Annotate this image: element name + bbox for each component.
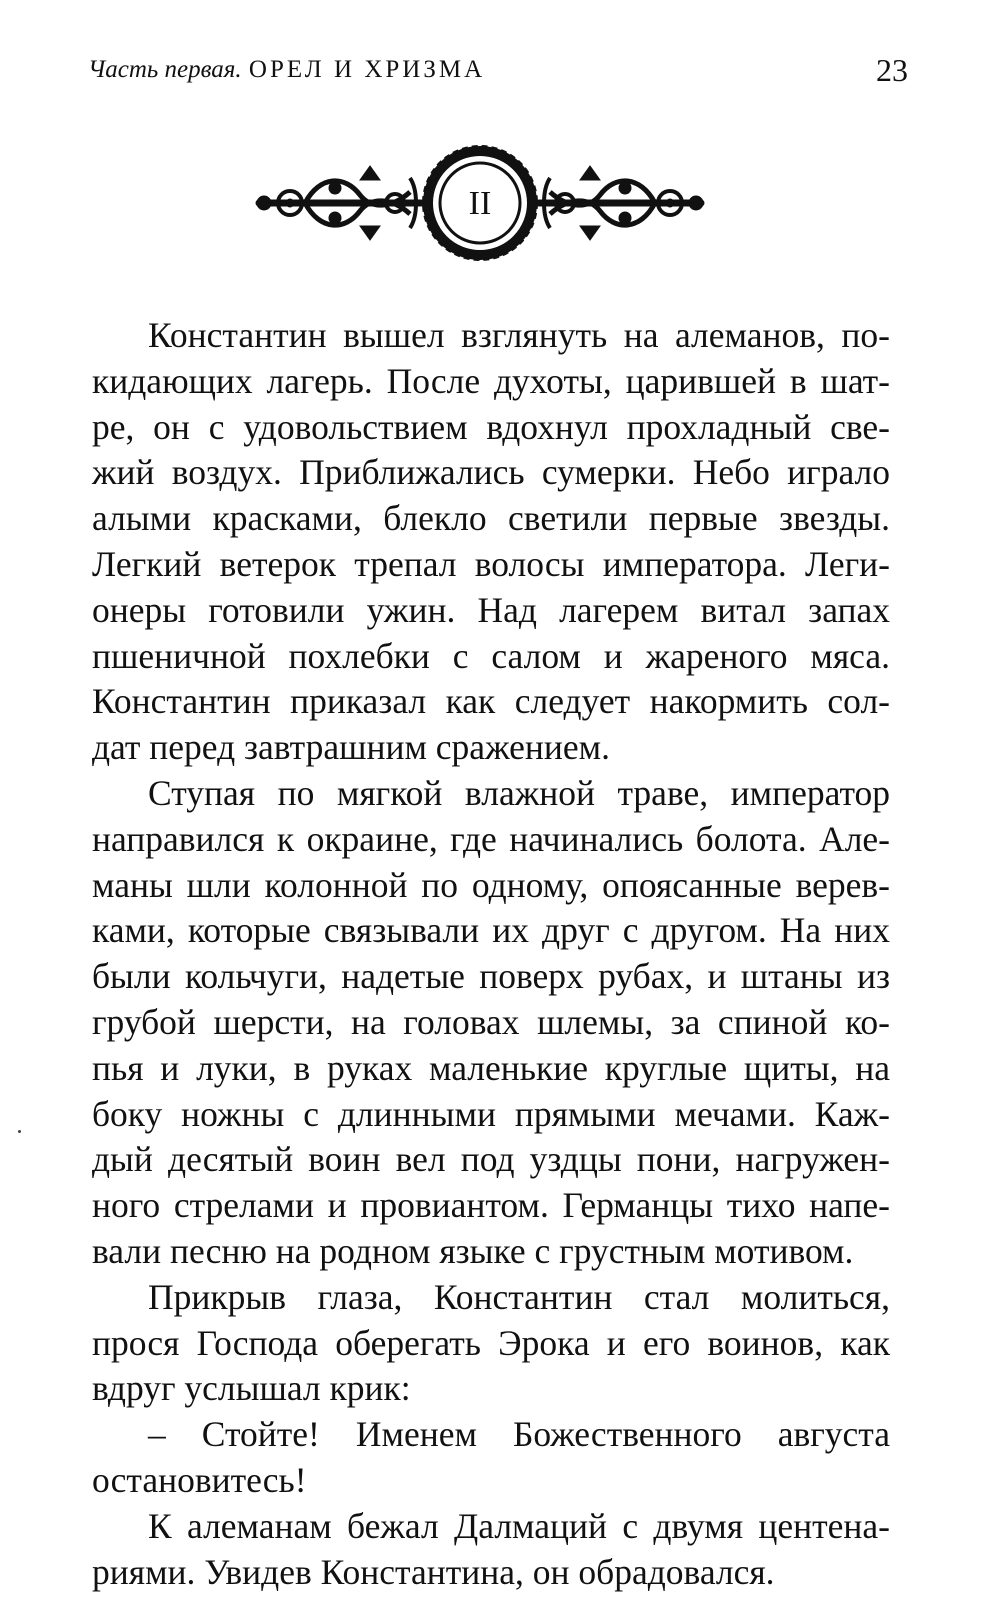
running-head-title [88,56,485,84]
text-line: алыми красками, блекло светили первые звезды. [92,498,890,539]
paragraph [92,1275,890,1412]
book-part-title: ОРЕЛ И ХРИЗМА [248,56,486,83]
text-line: маны шли колонной по одному, опоясанные верев- [92,864,890,905]
text-line: вдруг услышал крик: [92,1368,411,1409]
text-line: вали песню на родном языке с грустным мотивом. [92,1230,854,1271]
text-line: К алеманам бежал Далмаций с двумя центена- [148,1505,890,1546]
margin-speck [18,1130,21,1133]
text-line: остановитесь! [92,1459,307,1500]
text-line: Ступая по мягкой влажной траве, император [148,772,890,813]
text-line: Константин вышел взглянуть на алеманов, по- [148,315,890,355]
paragraph [92,1504,890,1596]
dialogue-paragraph [92,1412,890,1504]
running-head [88,52,908,96]
text-line: дый десятый воин вел под уздцы пони, нагружен- [92,1139,890,1180]
text-line: Легкий ветерок трепал волосы императора. Леги- [92,543,890,584]
page-number: 23 [876,52,908,88]
text-line: риями. Увидев Константина, он обрадовался. [92,1551,775,1592]
part-label: Часть первая. [88,56,242,83]
chapter-number: II [468,185,492,222]
text-line: Прикрыв глаза, Константин стал молиться, [148,1276,890,1317]
text-line: ре, он с удовольствием вдохнул прохладный све- [92,406,890,447]
text-line: боку ножны с длинными прямыми мечами. Каж- [92,1093,890,1134]
chapter-ornament [250,140,710,270]
text-line: онеры готовили ужин. Над лагерем витал запах [92,589,890,630]
chapter-body [92,313,890,1595]
text-line: ного стрелами и провиантом. Германцы тихо напе- [92,1185,890,1226]
text-line: дат перед завтрашним сражением. [92,727,610,768]
text-line: жий воздух. Приближались сумерки. Небо играло [92,452,890,493]
text-line: пшеничной похлебки с салом и жареного мяса. [92,635,890,676]
text-line: – Стойте! Именем Божественного августа [148,1414,890,1455]
text-line: грубой шерсти, на головах шлемы, за спиной ко- [92,1001,890,1042]
paragraph [92,313,890,771]
text-line: пья и луки, в руках маленькие круглые щиты, на [92,1047,890,1088]
paragraph [92,771,890,1275]
text-line: направился к окраине, где начинались болота. Але- [92,818,890,859]
text-line: прося Господа оберегать Эрока и его воинов, как [92,1322,890,1363]
text-line: ками, которые связывали их друг с другом. На них [92,910,890,951]
text-line: Константин приказал как следует накормить сол- [92,681,890,722]
text-line: кидающих лагерь. После духоты, царившей в шат- [92,360,890,401]
text-line: были кольчуги, надетые поверх рубах, и штаны из [92,956,890,997]
